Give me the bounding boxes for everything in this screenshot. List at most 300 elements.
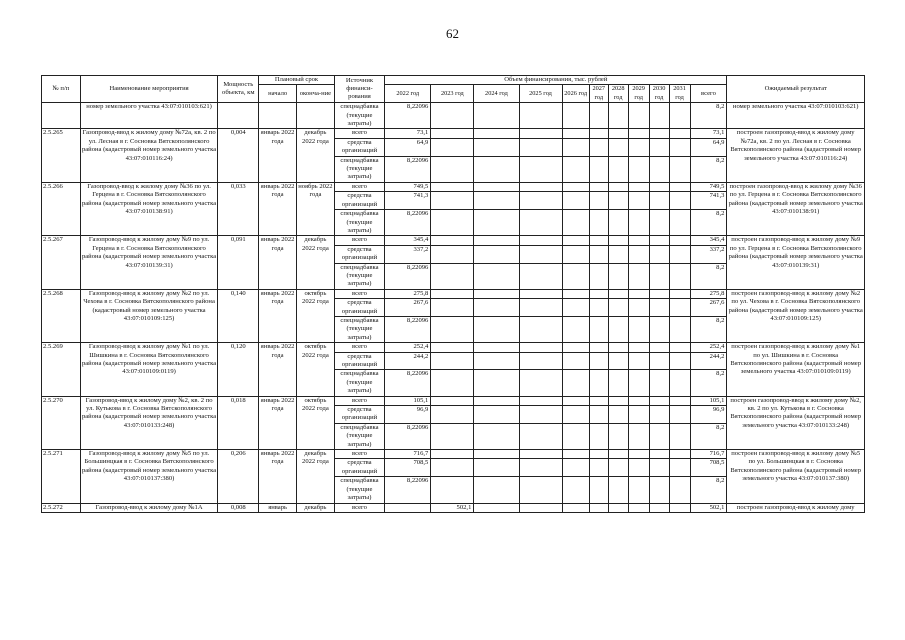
year-value-cell (628, 236, 649, 245)
year-value-cell: 267,6 (385, 299, 431, 317)
year-value-cell (474, 423, 519, 449)
year-value-cell (628, 352, 649, 370)
item-name-cell: Газопровод-ввод к жилому дому №2, кв. 2 по ул. Кутькова в г. Сосновка Вятскополянского района (кадастровый номер земельного участка 43:07:010133:248) (80, 396, 217, 449)
year-value-cell (474, 352, 519, 370)
header-year: 2031 год (669, 85, 690, 103)
year-value-cell (608, 423, 628, 449)
year-value-cell (562, 245, 589, 263)
page-number: 62 (446, 26, 459, 41)
year-value-cell (474, 299, 519, 317)
total-value-cell: 8,2 (690, 103, 727, 129)
item-number-cell: 2.5.268 (42, 289, 81, 342)
source-cell: средства организаций (334, 406, 384, 424)
year-value-cell (649, 477, 669, 503)
start-cell: январь 2022 года (259, 236, 297, 289)
year-value-cell (669, 343, 690, 352)
year-value-cell (649, 236, 669, 245)
year-value-cell (562, 289, 589, 298)
year-value-cell (649, 316, 669, 342)
capacity-cell (218, 103, 259, 129)
year-value-cell (589, 156, 608, 182)
start-cell: январь 2022 года (259, 343, 297, 396)
year-value-cell (519, 396, 562, 405)
item-name-cell: Газопровод-ввод к жилому дому №1 по ул. Шишкина в г. Сосновка Вятскополянского района (кадастровый номер земельного участка 43:07:010109:0119) (80, 343, 217, 396)
year-value-cell (474, 245, 519, 263)
year-value-cell (589, 245, 608, 263)
year-value-cell: 337,2 (385, 245, 431, 263)
header-year: 2028 год (608, 85, 628, 103)
year-value-cell (431, 423, 474, 449)
year-value-cell (628, 316, 649, 342)
year-value-cell (589, 299, 608, 317)
year-value-cell (589, 423, 608, 449)
year-value-cell (649, 263, 669, 289)
header-year: 2025 год (519, 85, 562, 103)
table-row (42, 396, 865, 405)
year-value-cell: 105,1 (385, 396, 431, 405)
header-schedule: Плановый срок (259, 76, 335, 85)
end-cell: декабрь 2022 года (297, 129, 335, 182)
table-row (42, 343, 865, 352)
year-value-cell (669, 450, 690, 459)
year-value-cell (649, 289, 669, 298)
year-value-cell (608, 210, 628, 236)
year-value-cell (431, 459, 474, 477)
year-value-cell: 741,3 (385, 192, 431, 210)
year-value-cell: 73,1 (385, 129, 431, 138)
year-value-cell (589, 129, 608, 138)
year-value-cell (431, 299, 474, 317)
end-cell: октябрь 2022 года (297, 396, 335, 449)
year-value-cell (474, 236, 519, 245)
year-value-cell (608, 192, 628, 210)
year-value-cell (608, 236, 628, 245)
year-value-cell: 8,22096 (385, 156, 431, 182)
year-value-cell (562, 138, 589, 156)
header-year: 2023 год (431, 85, 474, 103)
year-value-cell (519, 477, 562, 503)
year-value-cell (608, 316, 628, 342)
year-value-cell (649, 129, 669, 138)
year-value-cell (562, 263, 589, 289)
table-row (42, 289, 865, 298)
year-value-cell (562, 352, 589, 370)
year-value-cell (608, 263, 628, 289)
year-value-cell (669, 503, 690, 512)
year-value-cell (628, 450, 649, 459)
year-value-cell (589, 138, 608, 156)
table-row (42, 236, 865, 245)
year-value-cell (519, 182, 562, 191)
year-value-cell (608, 396, 628, 405)
year-value-cell (474, 503, 519, 512)
source-cell: спецнадбавка (текущие затраты) (334, 263, 384, 289)
year-value-cell (589, 103, 608, 129)
year-value-cell (562, 210, 589, 236)
year-value-cell (628, 396, 649, 405)
item-name-cell: Газопровод-ввод к жилому дому №9 по ул. Герцена в г. Сосновка Вятскополянского района (кадастровый номер земельного участка 43:07:010139:31) (80, 236, 217, 289)
year-value-cell (669, 210, 690, 236)
item-number-cell: 2.5.265 (42, 129, 81, 182)
year-value-cell (385, 503, 431, 512)
year-value-cell (474, 182, 519, 191)
source-cell: всего (334, 289, 384, 298)
table-row (42, 503, 865, 512)
result-cell: номер земельного участка 43:07:010103:621) (727, 103, 865, 129)
year-value-cell (669, 192, 690, 210)
source-cell: спецнадбавка (текущие затраты) (334, 156, 384, 182)
year-value-cell (669, 245, 690, 263)
year-value-cell (628, 289, 649, 298)
table-row (42, 129, 865, 138)
total-value-cell: 64,9 (690, 138, 727, 156)
year-value-cell (589, 263, 608, 289)
year-value-cell (562, 406, 589, 424)
year-value-cell (589, 406, 608, 424)
year-value-cell (649, 138, 669, 156)
year-value-cell (474, 406, 519, 424)
year-value-cell (431, 129, 474, 138)
year-value-cell: 8,22096 (385, 423, 431, 449)
source-cell: спецнадбавка (текущие затраты) (334, 423, 384, 449)
year-value-cell (608, 503, 628, 512)
item-name-cell: Газопровод-ввод к жилому дому №72а, кв. 2 по ул. Лесная в г. Сосновка Вятскополянского района (кадастровый номер земельного участка 43:07:010116:24) (80, 129, 217, 182)
total-value-cell: 749,5 (690, 182, 727, 191)
total-value-cell: 345,4 (690, 236, 727, 245)
year-value-cell (649, 299, 669, 317)
year-value-cell (431, 138, 474, 156)
total-value-cell: 8,2 (690, 263, 727, 289)
year-value-cell (562, 299, 589, 317)
year-value-cell (649, 343, 669, 352)
year-value-cell (628, 370, 649, 396)
header-capacity: Мощность объекта, км (218, 76, 259, 103)
year-value-cell (519, 423, 562, 449)
item-number-cell: 2.5.267 (42, 236, 81, 289)
year-value-cell (519, 406, 562, 424)
year-value-cell (519, 263, 562, 289)
year-value-cell (519, 503, 562, 512)
year-value-cell (474, 138, 519, 156)
year-value-cell (589, 450, 608, 459)
result-cell: построен газопровод-ввод к жилому дому №1 по ул. Шишкина в г. Сосновка Вятскополянского района (кадастровый номер земельного участка 43:07:010109:0119) (727, 343, 865, 396)
year-value-cell (669, 129, 690, 138)
year-value-cell (669, 182, 690, 191)
year-value-cell (608, 103, 628, 129)
year-value-cell: 8,22096 (385, 477, 431, 503)
total-value-cell: 502,1 (690, 503, 727, 512)
year-value-cell (474, 210, 519, 236)
header-name: Наименование мероприятия (80, 76, 217, 103)
result-cell: построен газопровод-ввод к жилому дому №2, кв. 2 по ул. Кутькова в г. Сосновка Вятскополянского района (кадастровый номер земельного участка 43:07:010133:248) (727, 396, 865, 449)
year-value-cell: 8,22096 (385, 370, 431, 396)
source-cell: средства организаций (334, 192, 384, 210)
year-value-cell (474, 156, 519, 182)
year-value-cell (562, 129, 589, 138)
header-no: № п/п (42, 76, 81, 103)
year-value-cell (519, 210, 562, 236)
year-value-cell (519, 103, 562, 129)
year-value-cell (519, 289, 562, 298)
result-cell: построен газопровод-ввод к жилому дому (727, 503, 865, 512)
year-value-cell (589, 182, 608, 191)
year-value-cell (608, 450, 628, 459)
table-row (42, 450, 865, 459)
year-value-cell (474, 477, 519, 503)
end-cell: октябрь 2022 года (297, 289, 335, 342)
year-value-cell (431, 316, 474, 342)
year-value-cell (669, 423, 690, 449)
year-value-cell (669, 406, 690, 424)
source-cell: всего (334, 236, 384, 245)
year-value-cell (431, 406, 474, 424)
end-cell: декабрь 2022 года (297, 450, 335, 503)
year-value-cell (669, 396, 690, 405)
year-value-cell (519, 236, 562, 245)
year-value-cell (608, 370, 628, 396)
year-value-cell (589, 192, 608, 210)
year-value-cell (519, 459, 562, 477)
year-value-cell (474, 316, 519, 342)
year-value-cell (519, 192, 562, 210)
year-value-cell (628, 156, 649, 182)
year-value-cell (628, 423, 649, 449)
table-row (42, 182, 865, 191)
item-name-cell: Газопровод-ввод к жилому дому №2 по ул. Чехова в г. Сосновка Вятскополянского района (кадастровый номер земельного участка 43:07:010109:125) (80, 289, 217, 342)
item-number-cell: 2.5.272 (42, 503, 81, 512)
year-value-cell (628, 138, 649, 156)
year-value-cell (589, 396, 608, 405)
item-number-cell: 2.5.269 (42, 343, 81, 396)
end-cell (297, 103, 335, 129)
total-value-cell: 8,2 (690, 156, 727, 182)
result-cell: построен газопровод-ввод к жилому дому №36 по ул. Герцена в г. Сосновка Вятскополянского района (кадастровый номер земельного участка 43:07:010138:91) (727, 182, 865, 235)
header-result: Ожидаемый результат (727, 76, 865, 103)
year-value-cell (649, 156, 669, 182)
year-value-cell (474, 343, 519, 352)
year-value-cell: 8,22096 (385, 263, 431, 289)
total-value-cell: 267,6 (690, 299, 727, 317)
year-value-cell: 716,7 (385, 450, 431, 459)
year-value-cell (608, 477, 628, 503)
capacity-cell: 0,120 (218, 343, 259, 396)
start-cell: январь 2022 года (259, 450, 297, 503)
year-value-cell (431, 396, 474, 405)
year-value-cell (628, 503, 649, 512)
source-cell: средства организаций (334, 245, 384, 263)
year-value-cell (562, 450, 589, 459)
total-value-cell: 8,2 (690, 316, 727, 342)
year-value-cell (589, 343, 608, 352)
year-value-cell (431, 289, 474, 298)
year-value-cell (474, 370, 519, 396)
year-value-cell: 749,5 (385, 182, 431, 191)
year-value-cell (649, 450, 669, 459)
end-cell: декабрь (297, 503, 335, 512)
year-value-cell (608, 459, 628, 477)
item-name-cell: Газопровод-ввод к жилому дому №1А (80, 503, 217, 512)
year-value-cell (608, 138, 628, 156)
start-cell: январь 2022 года (259, 396, 297, 449)
year-value-cell: 8,22096 (385, 210, 431, 236)
year-value-cell (562, 103, 589, 129)
year-value-cell: 502,1 (431, 503, 474, 512)
source-cell: средства организаций (334, 352, 384, 370)
source-cell: средства организаций (334, 459, 384, 477)
header-end: оконча-ние (297, 85, 335, 103)
year-value-cell: 708,5 (385, 459, 431, 477)
year-value-cell (474, 103, 519, 129)
year-value-cell (649, 396, 669, 405)
year-value-cell (589, 352, 608, 370)
year-value-cell (474, 289, 519, 298)
year-value-cell (669, 236, 690, 245)
year-value-cell: 64,9 (385, 138, 431, 156)
year-value-cell (589, 477, 608, 503)
year-value-cell (669, 263, 690, 289)
header-year: 2024 год (474, 85, 519, 103)
capacity-cell: 0,018 (218, 396, 259, 449)
year-value-cell (519, 138, 562, 156)
table-row (42, 103, 865, 129)
year-value-cell (474, 459, 519, 477)
year-value-cell (519, 245, 562, 263)
source-cell: спецнадбавка (текущие затраты) (334, 370, 384, 396)
year-value-cell (628, 210, 649, 236)
year-value-cell (628, 103, 649, 129)
year-value-cell (562, 343, 589, 352)
year-value-cell: 244,2 (385, 352, 431, 370)
result-cell: построен газопровод-ввод к жилому дому №5 по ул. Большинцкая в г. Сосновка Вятскополянского района (кадастровый номер земельного участка 43:07:010137:380) (727, 450, 865, 503)
year-value-cell (562, 370, 589, 396)
year-value-cell (431, 236, 474, 245)
year-value-cell (669, 138, 690, 156)
total-value-cell: 8,2 (690, 370, 727, 396)
total-value-cell: 252,4 (690, 343, 727, 352)
year-value-cell (562, 192, 589, 210)
item-name-cell: Газопровод-ввод к жилому дому №36 по ул. Герцена в г. Сосновка Вятскополянского района (кадастровый номер земельного участка 43:07:010138:91) (80, 182, 217, 235)
source-cell: всего (334, 343, 384, 352)
end-cell: декабрь 2022 года (297, 236, 335, 289)
year-value-cell (628, 459, 649, 477)
source-cell: спецнадбавка (текущие затраты) (334, 477, 384, 503)
year-value-cell (669, 370, 690, 396)
header-year: 2029 год (628, 85, 649, 103)
year-value-cell (589, 210, 608, 236)
year-value-cell (628, 477, 649, 503)
year-value-cell (628, 299, 649, 317)
capacity-cell: 0,206 (218, 450, 259, 503)
year-value-cell (628, 245, 649, 263)
result-cell: построен газопровод-ввод к жилому дому №9 по ул. Герцена в г. Сосновка Вятскополянского района (кадастровый номер земельного участка 43:07:010139:31) (727, 236, 865, 289)
total-value-cell: 73,1 (690, 129, 727, 138)
year-value-cell: 8,22096 (385, 103, 431, 129)
year-value-cell (608, 182, 628, 191)
year-value-cell (562, 156, 589, 182)
year-value-cell (589, 370, 608, 396)
capacity-cell: 0,091 (218, 236, 259, 289)
year-value-cell (431, 477, 474, 503)
header-year: 2026 год (562, 85, 589, 103)
year-value-cell (608, 156, 628, 182)
year-value-cell (474, 263, 519, 289)
year-value-cell: 252,4 (385, 343, 431, 352)
year-value-cell (562, 477, 589, 503)
end-cell: октябрь 2022 года (297, 343, 335, 396)
header-year: 2030 год (649, 85, 669, 103)
source-cell: всего (334, 450, 384, 459)
total-value-cell: 741,3 (690, 192, 727, 210)
item-number-cell: 2.5.266 (42, 182, 81, 235)
year-value-cell (431, 182, 474, 191)
year-value-cell (608, 352, 628, 370)
year-value-cell (649, 459, 669, 477)
year-value-cell (649, 192, 669, 210)
year-value-cell (431, 343, 474, 352)
year-value-cell: 96,9 (385, 406, 431, 424)
start-cell: январь (259, 503, 297, 512)
year-value-cell (562, 503, 589, 512)
year-value-cell (669, 289, 690, 298)
source-cell: средства организаций (334, 138, 384, 156)
year-value-cell (519, 129, 562, 138)
total-value-cell: 337,2 (690, 245, 727, 263)
year-value-cell (608, 343, 628, 352)
year-value-cell (562, 316, 589, 342)
total-value-cell: 96,9 (690, 406, 727, 424)
item-name-cell: Газопровод-ввод к жилому дому №5 по ул. Большинцкая в г. Сосновка Вятскополянского района (кадастровый номер земельного участка 43:07:010137:380) (80, 450, 217, 503)
year-value-cell (649, 245, 669, 263)
year-value-cell (649, 182, 669, 191)
year-value-cell (519, 299, 562, 317)
year-value-cell (519, 316, 562, 342)
year-value-cell (669, 316, 690, 342)
year-value-cell (649, 370, 669, 396)
year-value-cell (562, 423, 589, 449)
year-value-cell (562, 236, 589, 245)
source-cell: спецнадбавка (текущие затраты) (334, 103, 384, 129)
year-value-cell (562, 396, 589, 405)
total-value-cell: 716,7 (690, 450, 727, 459)
funding-table (41, 75, 865, 513)
year-value-cell (669, 103, 690, 129)
year-value-cell (519, 352, 562, 370)
year-value-cell (649, 103, 669, 129)
year-value-cell (474, 129, 519, 138)
total-value-cell: 8,2 (690, 423, 727, 449)
source-cell: спецнадбавка (текущие затраты) (334, 316, 384, 342)
year-value-cell (649, 352, 669, 370)
total-value-cell: 708,5 (690, 459, 727, 477)
year-value-cell (431, 103, 474, 129)
year-value-cell (519, 156, 562, 182)
header-year: 2022 год (385, 85, 431, 103)
year-value-cell (519, 370, 562, 396)
item-number-cell: 2.5.271 (42, 450, 81, 503)
capacity-cell: 0,140 (218, 289, 259, 342)
header-start: начало (259, 85, 297, 103)
total-value-cell: 8,2 (690, 477, 727, 503)
year-value-cell (589, 503, 608, 512)
start-cell: январь 2022 года (259, 182, 297, 235)
year-value-cell (649, 423, 669, 449)
header-source: Источник финанси-рования (334, 76, 384, 103)
year-value-cell (562, 182, 589, 191)
total-value-cell: 105,1 (690, 396, 727, 405)
year-value-cell (589, 289, 608, 298)
year-value-cell: 345,4 (385, 236, 431, 245)
year-value-cell (608, 406, 628, 424)
